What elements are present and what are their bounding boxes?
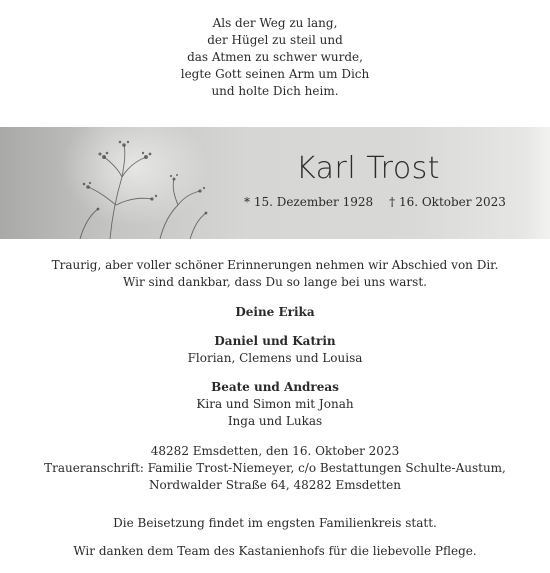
thanks-note: Wir danken dem Team des Kastanienhofs für die liebevolle Pflege. bbox=[73, 544, 477, 558]
mourner-members: Inga und Lukas bbox=[227, 414, 323, 428]
farewell-line: Wir sind dankbar, dass Du so lange bei uns warst. bbox=[123, 275, 427, 289]
condolence-address: Traueranschrift: Familie Trost-Niemeyer, c/o Bestattungen Schulte-Austum, bbox=[44, 461, 506, 475]
poem bbox=[0, 15, 550, 100]
farewell-text bbox=[0, 257, 550, 291]
mourner-erika: Deine Erika bbox=[235, 305, 315, 319]
photo-banner bbox=[0, 127, 550, 239]
farewell-line: Traurig, aber voller schöner Erinnerungen nehmen wir Abschied von Dir. bbox=[51, 258, 499, 272]
mourner-heading: Beate und Andreas bbox=[211, 380, 339, 394]
life-dates bbox=[244, 195, 506, 209]
poem-line: legte Gott seinen Arm um Dich bbox=[180, 67, 370, 81]
poem-line: das Atmen zu schwer wurde, bbox=[187, 50, 363, 64]
mourner-members: Kira und Simon mit Jonah bbox=[196, 397, 354, 411]
dried-plant-illustration bbox=[0, 127, 230, 239]
condolence-address: Nordwalder Straße 64, 48282 Emsdetten bbox=[148, 478, 402, 492]
burial-note: Die Beisetzung findet im engsten Familienkreis statt. bbox=[113, 516, 437, 530]
place-date: 48282 Emsdetten, den 16. Oktober 2023 bbox=[150, 444, 400, 458]
mourner-members: Florian, Clemens und Louisa bbox=[187, 351, 363, 365]
deceased-name: Karl Trost bbox=[296, 151, 441, 186]
birth-date: * 15. Dezember 1928 bbox=[244, 195, 374, 209]
mourner-group-daniel bbox=[0, 333, 550, 367]
poem-line: der Hügel zu steil und bbox=[207, 33, 343, 47]
poem-line: Als der Weg zu lang, bbox=[212, 16, 338, 30]
address-block bbox=[0, 443, 550, 494]
death-date: † 16. Oktober 2023 bbox=[389, 195, 506, 209]
mourner-heading: Daniel und Katrin bbox=[214, 334, 336, 348]
mourner-group-beate bbox=[0, 379, 550, 430]
poem-line: und holte Dich heim. bbox=[211, 84, 339, 98]
